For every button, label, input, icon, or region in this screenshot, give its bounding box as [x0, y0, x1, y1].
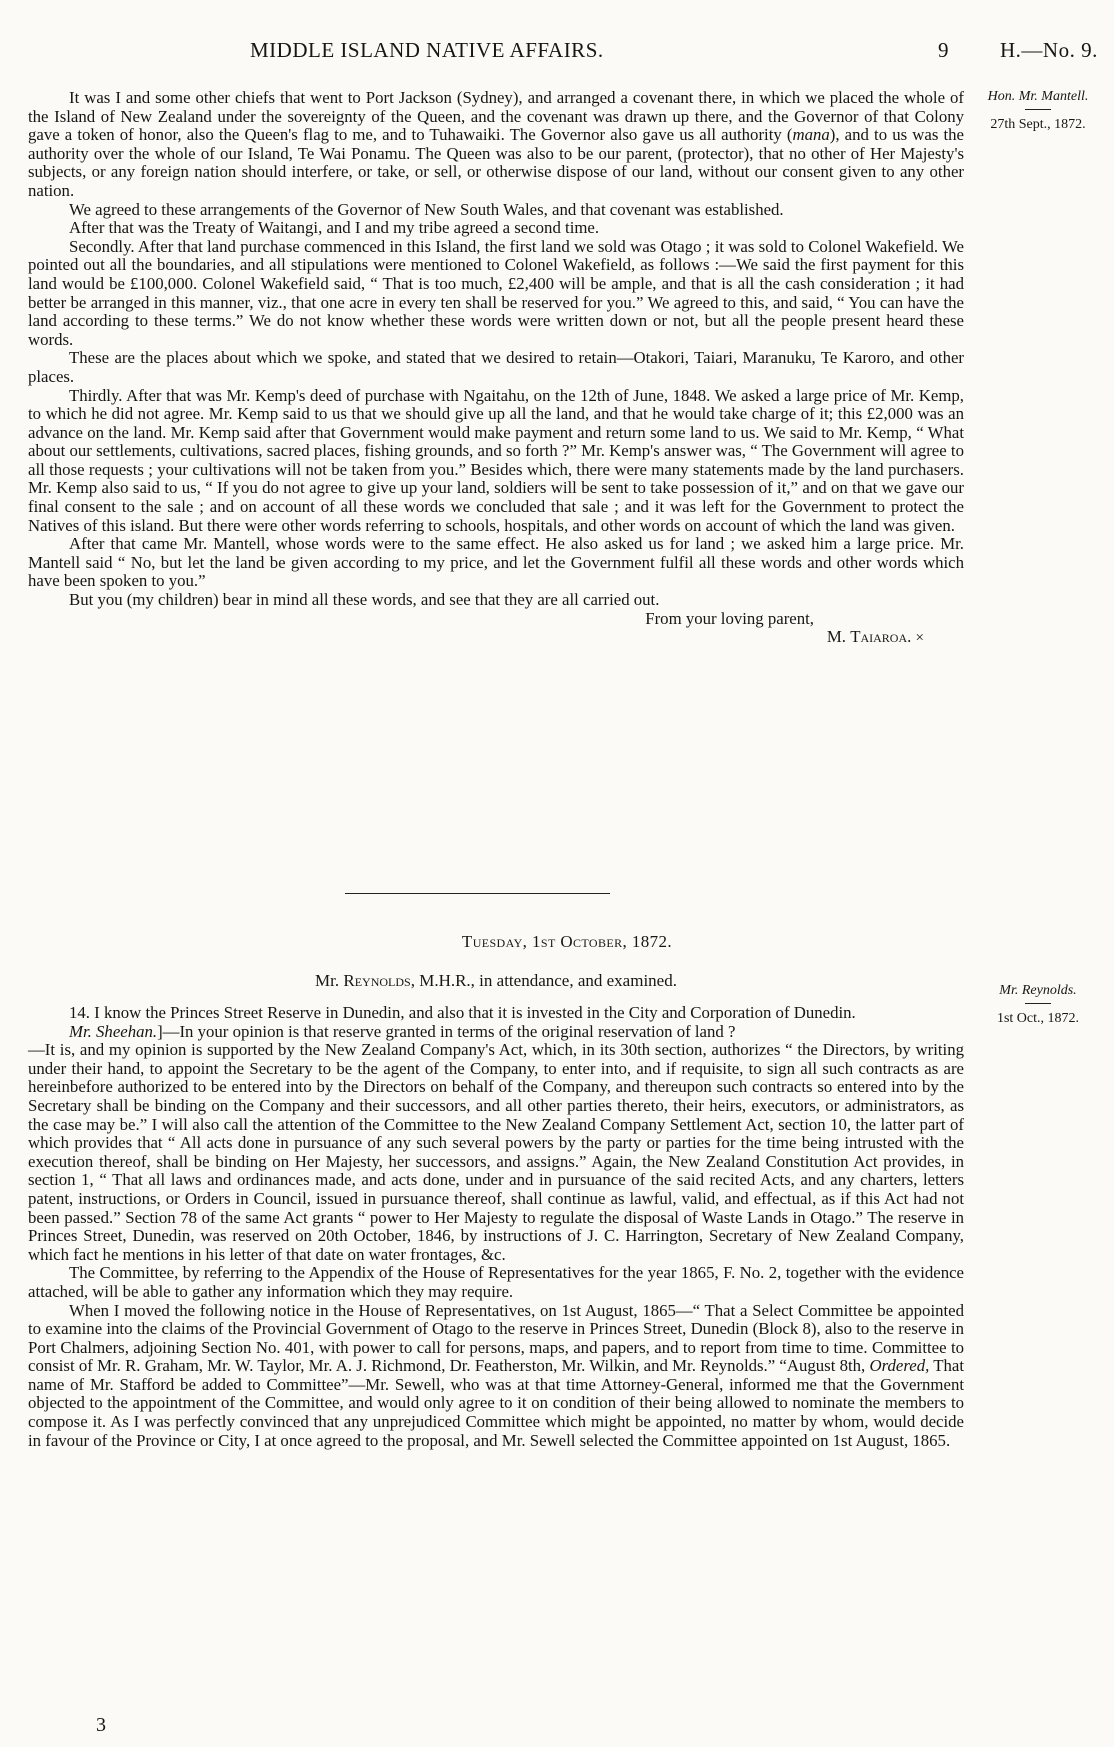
- questioner-name: Mr. Sheehan.: [69, 1021, 158, 1041]
- letter-paragraph-5: These are the places about which we spoke, and stated that we desired to retain—Otakori, Taiari, Maranuku, Te Karoro, and other places.: [28, 348, 964, 386]
- session-year: 1872.: [631, 932, 673, 951]
- letter-paragraph-4: Secondly. After that land purchase commenced in this Island, the first land we sold was Otago ; it was sold to Colonel Wakefield. We pointed out all the boundaries, and all stipulations were mentioned to Colonel Wakefield, as follows :—We said the first payment for this land would be £100,000. Colonel Wakefield said, “ That is too much, £2,400 will be ample, and that is all the cash consideration ; it had better be arranged in this manner, viz., that one acre in every ten shall be reserved for you.” We agreed to this, and said, “ You can have the land according to these terms.” We do not know whether these words were written down or not, but all the people present heard these words.: [28, 236, 964, 349]
- letter-paragraph-6: Thirdly. After that was Mr. Kemp's deed of purchase with Ngaitahu, on the 12th of June, 1848. We asked a large price of Mr. Kemp, to which he did not agree. Mr. Kemp said to us that we should give up all the land, and that he would take charge of it; this £2,000 was an advance on the land. Mr. Kemp said after that Government would make payment and return some land to us. We said to Mr. Kemp, “ What about our settlements, cultivations, sacred places, fishing grounds, and so forth ?” Mr. Kemp's answer was, “ The Government will agree to all those requests ; your cultivations will not be taken from you.” Besides which, there were many statements made by the land purchasers. Mr. Kemp also said to us, “ If you do not agree to give up your land, soldiers will be sent to take possession of it,” and on that we gave our final consent to the sale ; and on account of all these words we concluded that sale ; and it was left for the Government to protect the Natives of this island. But there were other words referring to schools, hospitals, and other words on account of which the land was given.: [28, 385, 964, 535]
- witness-title: Mr.: [315, 971, 344, 990]
- witness-heading: [28, 971, 964, 991]
- session-day: Tuesday,: [461, 932, 528, 951]
- signature-initial: M.: [826, 627, 851, 647]
- margin-note-reynolds: [968, 982, 1108, 1027]
- section-divider: [345, 893, 610, 894]
- page-number: 9: [938, 38, 949, 62]
- signature-mark: ×: [915, 630, 924, 647]
- letter-paragraph-1: [28, 89, 964, 201]
- paper-reference: H.—No. 9.: [1000, 38, 1098, 62]
- letter-signoff: [28, 610, 964, 648]
- signature-name: Taiaroa.: [850, 627, 912, 647]
- margin-note-date: 1st Oct., 1872.: [996, 1011, 1080, 1026]
- notice-paragraph: [28, 1302, 964, 1451]
- committee-paragraph: The Committee, by referring to the Appendix of the House of Representatives for the year 1865, F. No. 2, together with the evidence attached, will be able to gather any information which they may require.: [28, 1263, 964, 1301]
- italic-term: mana: [792, 125, 830, 145]
- closing-line: From your loving parent,: [645, 608, 814, 628]
- testimony-section: [28, 1004, 964, 1450]
- witness-description: , M.H.R., in attendance, and examined.: [410, 971, 677, 990]
- witness-name: Reynolds: [343, 971, 411, 990]
- letter-paragraph-7: After that came Mr. Mantell, whose words were to the same effect. He also asked us for land ; we asked him a large price. Mr. Mantell said “ No, but let the land be given according to my price, and let the Government fulfil all these words and other words which have been spoken to you.”: [28, 534, 964, 591]
- text-run: When I moved the following notice in the House of Representatives, on 1st August, 1865—“ That a Select Committee be appointed to examine into the claims of the Provincial Government of Otago to the reserve in Princes Street, Dunedin (Block 8), also to the reserve in Port Chalmers, adjoining Section No. 401, with power to call for persons, maps, and papers, and to report from time to time. Committee to consist of Mr. R. Graham, Mr. W. Taylor, Mr. A. J. Richmond, Dr. Featherston, Mr. Wilkin, and Mr. Reynolds.” “August 8th,: [28, 1300, 964, 1376]
- text-run: That name of Mr. Stafford be added to Committee”—Mr. Sewell, who was at that time Attorney-General, informed me that the Government objected to the appointment of the Committee, and would only agree to it on condition of their being allowed to nominate the members to compose it. As I was perfectly convinced that any unprejudiced Committee which might be appointed, no matter by whom, would decide in favour of the Province or City, I at once agreed to the proposal, and Mr. Sewell selected the Committee appointed on 1st August, 1865.: [28, 1356, 964, 1450]
- letter-section: [28, 89, 964, 648]
- session-day-date: 1st October,: [531, 932, 628, 951]
- text-run: It was I and some other chiefs that went to Port Jackson (Sydney), and arranged a covenant there, in which we placed the whole of the Island of New Zealand under the sovereignty of the Queen, and the covenant was drawn up there, and the Governor of that Colony gave a token of honor, also the Queen's flag to me, and to Tuhawaiki. The Governor also gave us all authority (: [28, 88, 964, 145]
- question-14: 14. I know the Princes Street Reserve in Dunedin, and also that it is invested in the City and Corporation of Dunedin.: [69, 1003, 856, 1022]
- signature-number: 3: [96, 1714, 106, 1736]
- margin-note-mantell: [968, 88, 1108, 133]
- text-run: ), and to us was the authority over the whole of our Island, Te Wai Ponamu. The Queen was also to be our parent, (protector), that no other of Her Majesty's subjects, or any foreign nation should interfere, or take, or sell, or otherwise dispose of our land, without our consent given to any other nation.: [28, 125, 964, 200]
- letter-paragraph-8: But you (my children) bear in mind all these words, and see that they are all carried out.: [69, 590, 660, 610]
- signature-line: [28, 628, 964, 648]
- margin-note-divider: [1025, 109, 1051, 110]
- question-text: ]—In your opinion is that reserve granted in terms of the original reservation of land ?: [157, 1021, 736, 1041]
- letter-paragraph-3: After that was the Treaty of Waitangi, and I and my tribe agreed a second time.: [69, 218, 600, 238]
- margin-note-date: 27th Sept., 1872.: [990, 117, 1086, 132]
- running-header: [0, 38, 1114, 68]
- session-date: [0, 932, 1114, 952]
- header-title: MIDDLE ISLAND NATIVE AFFAIRS.: [250, 38, 604, 62]
- margin-note-name: Hon. Mr. Mantell.: [987, 89, 1089, 104]
- margin-note-divider: [1025, 1003, 1051, 1004]
- question-sheehan: [28, 1023, 964, 1042]
- italic-term: Ordered,: [869, 1356, 930, 1376]
- margin-note-name: Mr. Reynolds.: [999, 983, 1077, 998]
- answer-paragraph: —It is, and my opinion is supported by the New Zealand Company's Act, which, in its 30th section, authorizes “ the Directors, by writing under their hand, to appoint the Secretary to be the agent of the Company, to enter into, and if requisite, to sign all such contracts as are hereinbefore authorized to be entered into by the Directors on behalf of the Company, and thereupon such contracts so entered into by the Secretary shall be binding on the Company and their successors, and all other parties thereto, their heirs, executors, or administrators, as the case may be.” I will also call the attention of the Committee to the New Zealand Company Settlement Act, section 10, the latter part of which provides that “ All acts done in pursuance of any such several powers by the party or parties for the time being intrusted with the execution thereof, shall be binding on Her Majesty, her successors, and assigns.” Again, the New Zealand Constitution Act provides, in section 1, “ That all laws and ordinances made, and acts done, under and in pursuance of the said recited Acts, and any charters, letters patent, instructions, or Orders in Council, issued in pursuance thereof, shall continue as lawful, valid, and effectual, as if this Act had not been passed.” Section 78 of the same Act grants “ power to Her Majesty to regulate the disposal of Waste Lands in Otago.” The reserve in Princes Street, Dunedin, was reserved on 20th October, 1846, by instructions of J. C. Harrington, Secretary of New Zealand Company, which fact he mentions in his letter of that date on water frontages, &c.: [28, 1040, 964, 1264]
- letter-paragraph-2: We agreed to these arrangements of the Governor of New South Wales, and that covenant was established.: [69, 199, 784, 219]
